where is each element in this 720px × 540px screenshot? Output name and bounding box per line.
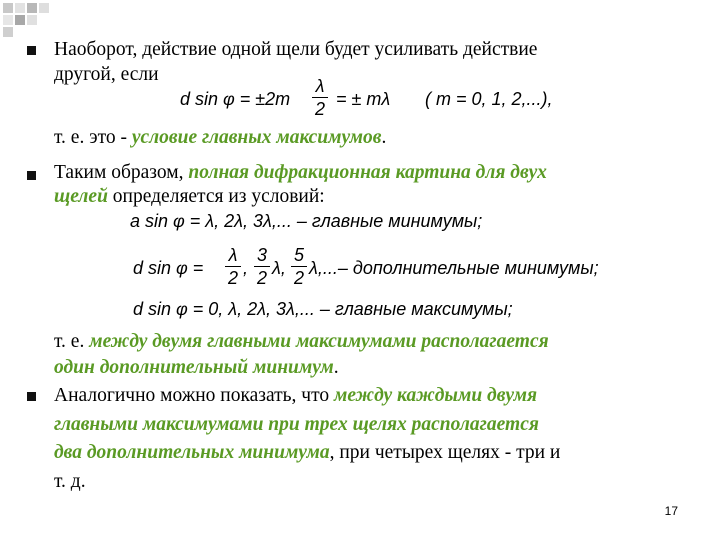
formula-fraction [225, 245, 241, 288]
formula-text: d sin φ = 0, λ, 2λ, 3λ,... – главные максимумы; [133, 299, 513, 319]
paragraph-line [54, 413, 539, 436]
fraction-numerator: λ [315, 76, 325, 96]
bullet-marker [27, 171, 36, 180]
emphasis-text: условие главных максимумов [131, 127, 382, 148]
fraction-numerator: 3 [256, 245, 267, 265]
formula-text: d sin φ = ±2m [180, 89, 291, 109]
formula-fraction [312, 76, 328, 119]
deco-square [27, 3, 37, 13]
bullet-marker [27, 392, 36, 401]
paragraph-line [54, 126, 386, 149]
deco-square [15, 3, 25, 13]
formula-fraction [291, 245, 307, 288]
formula-text: ( m = 0, 1, 2,...), [425, 89, 553, 109]
paragraph-line: т. д. [54, 471, 86, 492]
fraction-bar [312, 97, 328, 98]
paragraph-line [54, 161, 547, 184]
emphasis-text: главными максимумами при трех щелях располагается [54, 414, 539, 435]
emphasis-text: два дополнительных минимума [54, 442, 330, 463]
text-span: определяется из условий: [107, 186, 325, 207]
fraction-denominator: 2 [314, 99, 325, 119]
deco-square [15, 15, 25, 25]
text-span: , при четырех щелях - три и [329, 442, 561, 463]
fraction-bar [291, 266, 307, 267]
deco-square [3, 3, 13, 13]
formula-text: λ,...– дополнительные минимумы; [309, 258, 599, 278]
formula-text: , [243, 258, 249, 278]
formula-fraction [254, 245, 270, 288]
text-span: Аналогично можно показать, что [54, 385, 334, 406]
fraction-bar [254, 266, 270, 267]
emphasis-text: между двумя главными максимумами располагается [89, 331, 549, 352]
fraction-numerator: 5 [293, 245, 304, 265]
emphasis-text: между каждыми двумя [334, 385, 537, 406]
text-span: . [333, 357, 339, 378]
paragraph-line [54, 330, 549, 353]
paragraph-line [54, 356, 339, 379]
bullet-marker [27, 46, 36, 55]
paragraph-line: другой, если [54, 64, 159, 85]
deco-square [39, 3, 49, 13]
corner-decoration [0, 0, 60, 40]
text-span: Таким образом, [54, 162, 189, 183]
paragraph-line [54, 185, 325, 208]
fraction-denominator: 2 [256, 268, 267, 288]
text-span: т. е. [54, 331, 90, 352]
emphasis-text: полная дифракционная картина для двух [188, 162, 547, 183]
fraction-numerator: λ [228, 245, 238, 265]
fraction-bar [225, 266, 241, 267]
emphasis-text: щелей [54, 186, 108, 207]
paragraph-line [54, 384, 537, 407]
deco-square [27, 15, 37, 25]
formula-text: d sin φ = [133, 258, 204, 278]
page-number: 17 [664, 504, 678, 518]
emphasis-text: один дополнительный минимум [54, 357, 334, 378]
fraction-denominator: 2 [293, 268, 304, 288]
formula-text: = ± mλ [336, 89, 391, 109]
text-span: . [381, 127, 387, 148]
deco-square [3, 15, 13, 25]
deco-square [3, 27, 13, 37]
fraction-denominator: 2 [227, 268, 238, 288]
paragraph-line [54, 441, 560, 464]
text-span: т. е. это - [54, 127, 132, 148]
paragraph-line: Наоборот, действие одной щели будет усиливать действие [54, 39, 538, 60]
formula-text: λ, [272, 258, 286, 278]
formula-text: a sin φ = λ, 2λ, 3λ,... – главные минимумы; [130, 211, 483, 231]
